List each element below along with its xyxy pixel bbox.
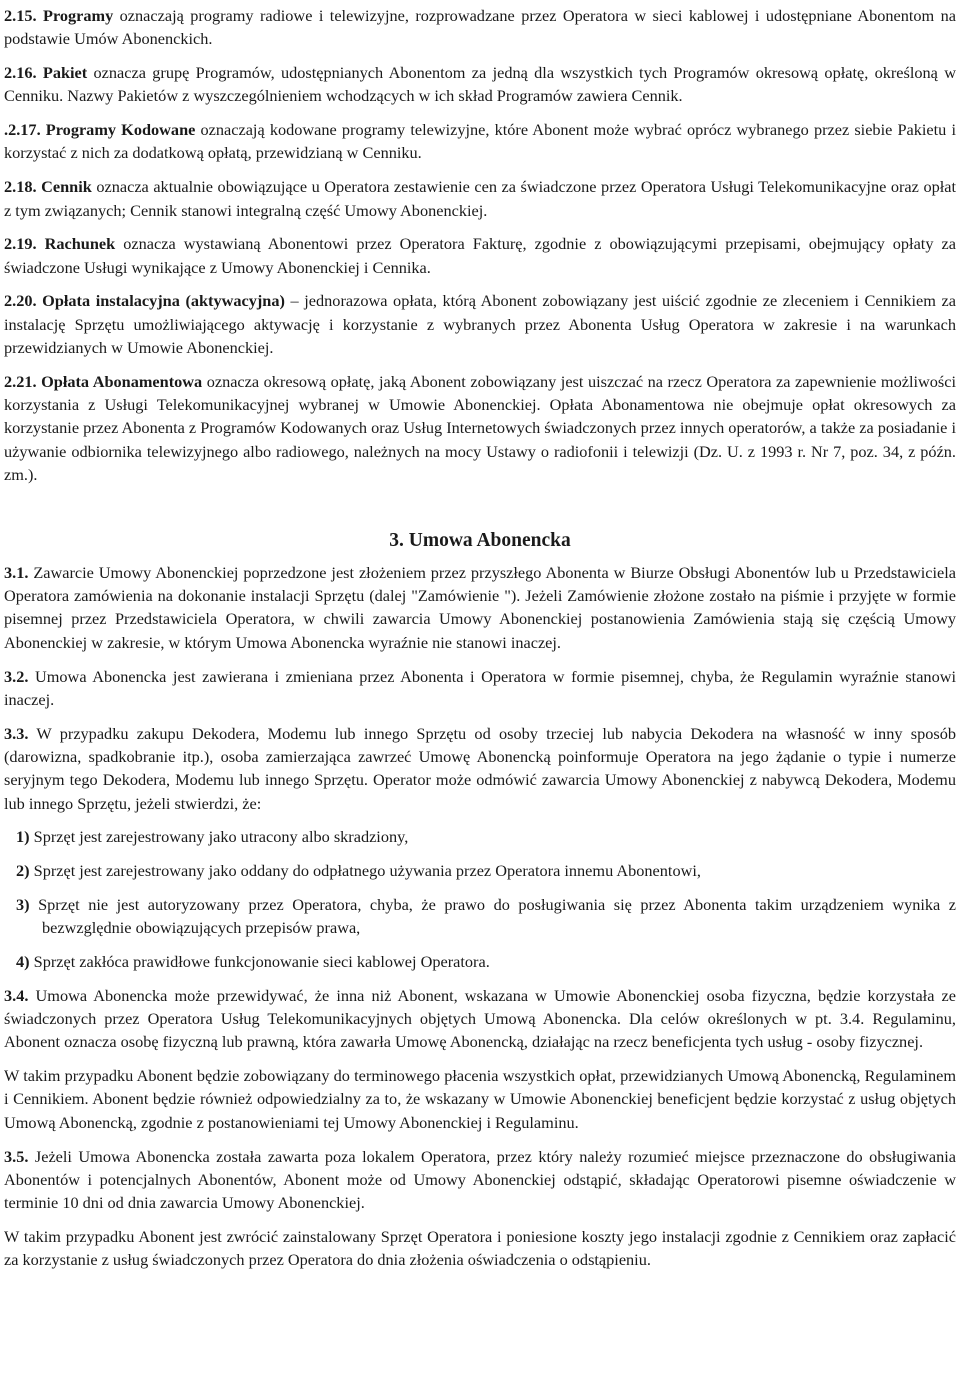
definition-2-18 [4,175,956,222]
list-item [4,950,956,973]
clause-text: Umowa Abonencka może przewidywać, że inna niż Abonent, wskazana w Umowie Abonenckiej osoba fizyczna, będzie korzystała ze świadczonych przez Operatora Usług Telekomunikacyjnych objętych Umową Abonencka. Dla celów określonych w pt. 3.4. Regulaminu, Abonent oznacza osobę fizyczną lub prawną, która zawarła Umowę Abonencką, działając na rzecz beneficjenta tych usług - osoby fizycznej. [4,985,956,1052]
list-item [4,825,956,848]
refusal-conditions-list [4,825,956,973]
list-text: Sprzęt jest zarejestrowany jako utracony albo skradziony, [29,827,409,847]
clause-text: Jeżeli Umowa Abonencka została zawarta poza lokalem Operatora, przez który należy rozumieć miejsce przeznaczone do obsługiwania Abonentów i potencjalnych Abonentów, Abonent może od Umowy Abonenckiej odstąpić, składając Operatorowi pisemne oświadczenie w terminie 10 dni od dnia zawarcia Umowy Abonenckiej. [4,1146,956,1213]
definition-text: oznacza wystawianą Abonentowi przez Operatora Fakturę, zgodnie z obowiązującymi przepisami, obejmujący opłaty za świadczone Usługi wynikające z Umowy Abonenckiej i Cennika. [4,234,956,277]
clause-3-4-paragraph-2: W takim przypadku Abonent będzie zobowiązany do terminowego płacenia wszystkich opłat, przewidzianych Umową Abonencką, Regulaminem i Cennikiem. Abonent będzie również odpowiedzialny za to, że wskazany w Umowie Abonenckiej beneficjent będzie korzystać z usług objętych Umową Abonencką, zgodnie z postanowieniami tej Umowy Abonenckiej i Regulaminu. [4,1066,956,1132]
clause-3-1 [4,561,956,654]
clause-number: 2.18. [4,177,37,197]
list-text: Sprzęt nie jest autoryzowany przez Operatora, chyba, że prawo do posługiwania się przez Abonenta takim urządzeniem wynika z bezwzględnie obowiązujących przepisów prawa, [29,894,956,938]
definition-text: oznacza okresową opłatę, jaką Abonent zobowiązany jest uiszczać na rzecz Operatora za zapewnienie możliwości korzystania z Usługi Telekomunikacyjnej wybranej w Umowie Abonenckiej. Opłata Abonamentowa nie obejmuje opłat okresowych za korzystanie przez Abonenta z Programów Kodowanych oraz Usług Internetowych świadczonych przez innych operatorów, a także za posiadanie i używanie odbiornika telewizyjnego albo radiowego, należnych na mocy Ustawy o radiofonii i telewizji (Dz. U. z 1993 r. Nr 7, poz. 34, z późn. zm.). [4,371,956,485]
clause-number: 3.4. [4,985,29,1005]
defined-term: Opłata instalacyjna (aktywacyjna) [42,291,285,311]
clause-number: 2.21. [4,371,37,391]
section-spacer [4,497,956,529]
definition-2-20 [4,289,956,359]
defined-term: Pakiet [42,63,88,83]
definition-text: oznaczają kodowane programy telewizyjne, które Abonent może wybrać oprócz wybranego przez siebie Pakietu i korzystać z nich za dodatkową opłatą, przewidzianą w Cenniku. [4,120,956,163]
definition-2-15 [4,4,956,51]
definition-text: oznacza grupę Programów, udostępnianych Abonentom za jedną dla wszystkich tych Programów okresową opłatę, określoną w Cenniku. Nazwy Pakietów z wyszczególnieniem wchodzących w ich skład Programów zawiera Cennik. [4,63,956,106]
list-number: 1) [16,827,30,847]
clause-number: 2.16. [4,63,37,83]
defined-term: Programy [43,6,114,25]
definition-2-19 [4,232,956,279]
clause-number: 2.15. [4,6,37,25]
clause-number: 2.19. [4,234,37,254]
clause-text: Zawarcie Umowy Abonenckiej poprzedzone jest złożeniem przez przyszłego Abonenta w Biurze Obsługi Abonentów lub u Przedstawiciela Operatora zamówienia na dokonanie instalacji Sprzętu (dalej "Zamówienie "). Jeżeli Zamówienie złożone zostało na piśmie i przyjęte w formie pisemnej przez Przedstawiciela Operatora, w chwili zawarcia Umowy Abonenckiej postanowienia Zamówienia stają się częścią Umowy Abonenckiej w zakresie, w którym Umowa Abonencka wyraźnie nie stanowi inaczej. [4,562,956,652]
list-item [4,859,956,882]
list-item [4,893,956,940]
clause-text: Umowa Abonencka jest zawierana i zmieniana przez Abonenta i Operatora w formie pisemnej, chyba, że Regulamin wyraźnie stanowi inaczej. [4,666,956,709]
list-number: 3) [16,894,30,914]
section-title: 3. Umowa Abonencka [389,529,571,551]
clause-3-2 [4,665,956,712]
clause-number: 3.3. [4,723,29,743]
clause-number: 2.20. [4,291,37,311]
list-number: 4) [16,952,30,971]
clause-number: .2.17. [4,120,41,140]
defined-term: Opłata Abonamentowa [41,371,203,391]
definition-text: oznaczają programy radiowe i telewizyjne, rozprowadzane przez Operatora w sieci kablowej i udostępniane Abonentom na podstawie Umów Abonenckich. [4,6,956,49]
clause-3-4 [4,984,956,1054]
clause-3-5-paragraph-2: W takim przypadku Abonent jest zwrócić zainstalowany Sprzęt Operatora i poniesione koszty jego instalacji zgodnie z Cennikiem oraz zapłacić za korzystanie z usług świadczonych przez Operatora do dnia złożenia oświadczenia o odstąpieniu. [4,1226,956,1270]
list-number: 2) [16,861,30,881]
defined-term: Programy Kodowane [45,120,196,140]
definition-text: oznacza aktualnie obowiązujące u Operatora zestawienie cen za świadczone przez Operatora Usługi Telekomunikacyjne oraz opłat z tym związanych; Cennik stanowi integralną część Umowy Abonenckiej. [4,177,956,220]
clause-number: 3.5. [4,1146,29,1166]
definition-text: – jednorazowa opłata, którą Abonent zobowiązany jest uiścić zgodnie ze zleceniem i Cennikiem za instalację Sprzętu umożliwiającego aktywację i korzystanie z wybranych przez Abonenta Usług Operatora w zakresie i na warunkach przewidzianych w Umowie Abonenckiej. [4,291,956,358]
clause-number: 3.2. [4,666,29,686]
defined-term: Rachunek [44,234,116,254]
clause-3-3 [4,722,956,815]
list-text: Sprzęt zakłóca prawidłowe funkcjonowanie sieci kablowej Operatora. [29,952,490,971]
definition-2-17 [4,118,956,165]
clause-3-5 [4,1145,956,1215]
clause-number: 3.1. [4,562,29,582]
definition-2-16 [4,61,956,108]
clause-text: W przypadku zakupu Dekodera, Modemu lub innego Sprzętu od osoby trzeciej lub nabycia Dekodera na własność w inny sposób (darowizna, spadkobranie itp.), osoba zamierzająca zawrzeć Umowę Abonencką poinformuje Operatora na jego żądanie o typie i numerze seryjnym tego Dekodera, Modemu lub innego Sprzętu. Operator może odmówić zawarcia Umowy Abonenckiej z nabywcą Dekodera, Modemu lub innego Sprzętu, jeżeli stwierdzi, że: [4,723,956,813]
definition-2-21 [4,370,956,486]
list-text: Sprzęt jest zarejestrowany jako oddany do odpłatnego używania przez Operatora innemu Abonentowi, [29,861,701,881]
defined-term: Cennik [41,177,92,197]
